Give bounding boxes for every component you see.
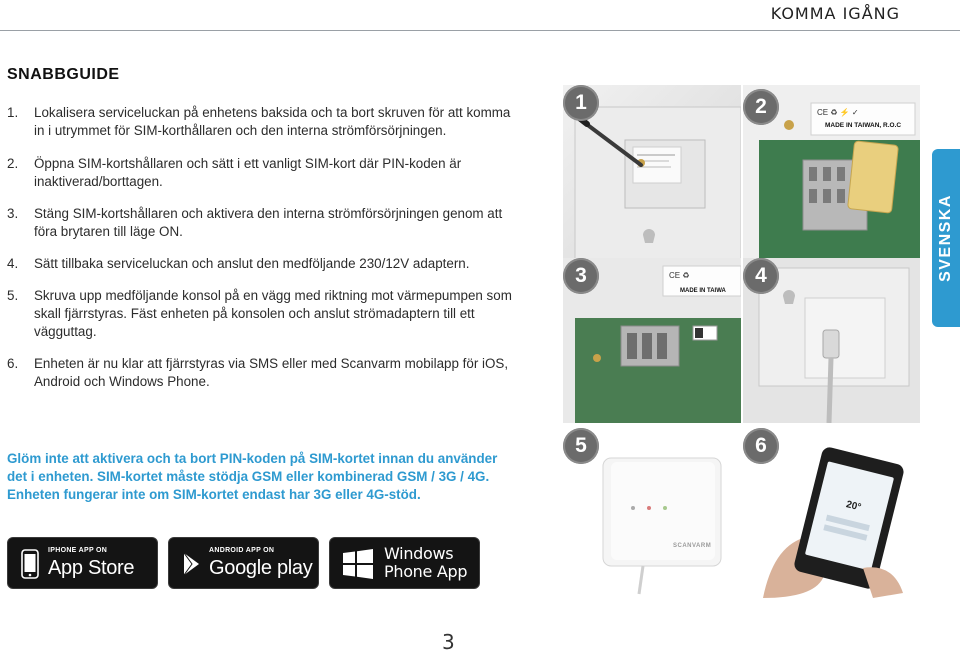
page-number: 3: [442, 630, 455, 653]
step-5-marker: 5: [563, 428, 599, 464]
app-store-badge[interactable]: [7, 537, 158, 589]
windows-label-line1: Windows: [384, 544, 454, 563]
step-number: 6.: [7, 356, 19, 371]
step-2-marker: 2: [743, 89, 779, 125]
photo-step-2: [743, 85, 920, 260]
step-text: Stäng SIM-kortshållaren och aktivera den interna strömförsörjningen genom att föra brytaren till läge ON.: [34, 206, 503, 239]
play-icon: [181, 549, 201, 579]
made-in-taiwa-label: MADE IN TAIWA: [680, 288, 726, 294]
svg-text:20°: 20°: [844, 499, 863, 514]
app-badges: [7, 537, 480, 589]
svg-text:CE ♻ ⚡ ✓: CE ♻ ⚡ ✓: [817, 108, 859, 117]
section-title: SNABBGUIDE: [7, 66, 120, 83]
step-item-6: [7, 355, 522, 391]
header-title: KOMMA IGÅNG: [770, 4, 900, 23]
iphone-icon: [20, 549, 40, 579]
photo-step-1: [563, 85, 741, 260]
google-play-label: Google play: [209, 557, 313, 579]
step-item-5: [7, 287, 522, 341]
step-text: Skruva upp medföljande konsol på en vägg med riktning mot värmepumpen som skall fjärrstyras. Fäst enheten på konsolen och anslut strömadaptern till ett vägguttag.: [34, 288, 512, 339]
language-tab-label: SVENSKA: [937, 194, 954, 282]
windows-logo-icon: [342, 549, 374, 579]
step-list: [7, 104, 522, 405]
step-number: 3.: [7, 206, 19, 221]
step-number: 4.: [7, 256, 19, 271]
photo-step-5: [563, 428, 741, 598]
step-number: 5.: [7, 288, 19, 303]
step-3-marker: 3: [563, 258, 599, 294]
google-play-badge[interactable]: [168, 537, 319, 589]
app-store-small-label: IPHONE APP ON: [48, 547, 108, 554]
app-store-label: App Store: [48, 557, 135, 579]
windows-phone-badge[interactable]: [329, 537, 480, 589]
step-text: Enheten är nu klar att fjärrstyras via SMS eller med Scanvarm mobilapp för iOS, Android och Windows Phone.: [34, 356, 509, 389]
step-item-1: [7, 104, 522, 140]
step-number: 1.: [7, 105, 19, 120]
step-item-3: [7, 205, 522, 241]
google-play-small-label: ANDROID APP ON: [209, 547, 275, 554]
svg-text:CE ♻: CE ♻: [669, 271, 690, 280]
windows-label-line2: Phone App: [384, 562, 468, 581]
photo-step-6: [743, 428, 920, 598]
step-item-4: [7, 255, 522, 273]
step-6-marker: 6: [743, 428, 779, 464]
step-number: 2.: [7, 156, 19, 171]
header-divider: [0, 30, 960, 31]
made-in-taiwan-label: MADE IN TAIWAN, R.O.C: [825, 122, 902, 129]
step-text: Lokalisera serviceluckan på enhetens baksida och ta bort skruven för att komma in i utrymmet för SIM-korthållaren och den interna strömförsörjningen.: [34, 105, 511, 138]
step-4-marker: 4: [743, 258, 779, 294]
photo-step-4: [743, 258, 920, 423]
step-item-2: [7, 155, 522, 191]
sim-warning-text: Glöm inte att aktivera och ta bort PIN-koden på SIM-kortet innan du använder det i enheten. SIM-kortet måste stödja GSM eller kombinerad GSM / 3G / 4G. Enheten fungerar inte om SIM-kortet endast har 3G eller 4G-stöd.: [7, 451, 498, 502]
photo-step-3: [563, 258, 741, 423]
step-1-marker: 1: [563, 85, 599, 121]
windows-phone-label: [384, 545, 467, 581]
language-tab: [932, 149, 960, 327]
scanvarm-logo: SCANVARM: [673, 543, 712, 549]
step-text: Öppna SIM-kortshållaren och sätt i ett vanligt SIM-kort där PIN-koden är inaktiverad/borttagen.: [34, 156, 462, 189]
step-text: Sätt tillbaka serviceluckan och anslut den medföljande 230/12V adaptern.: [34, 256, 470, 271]
